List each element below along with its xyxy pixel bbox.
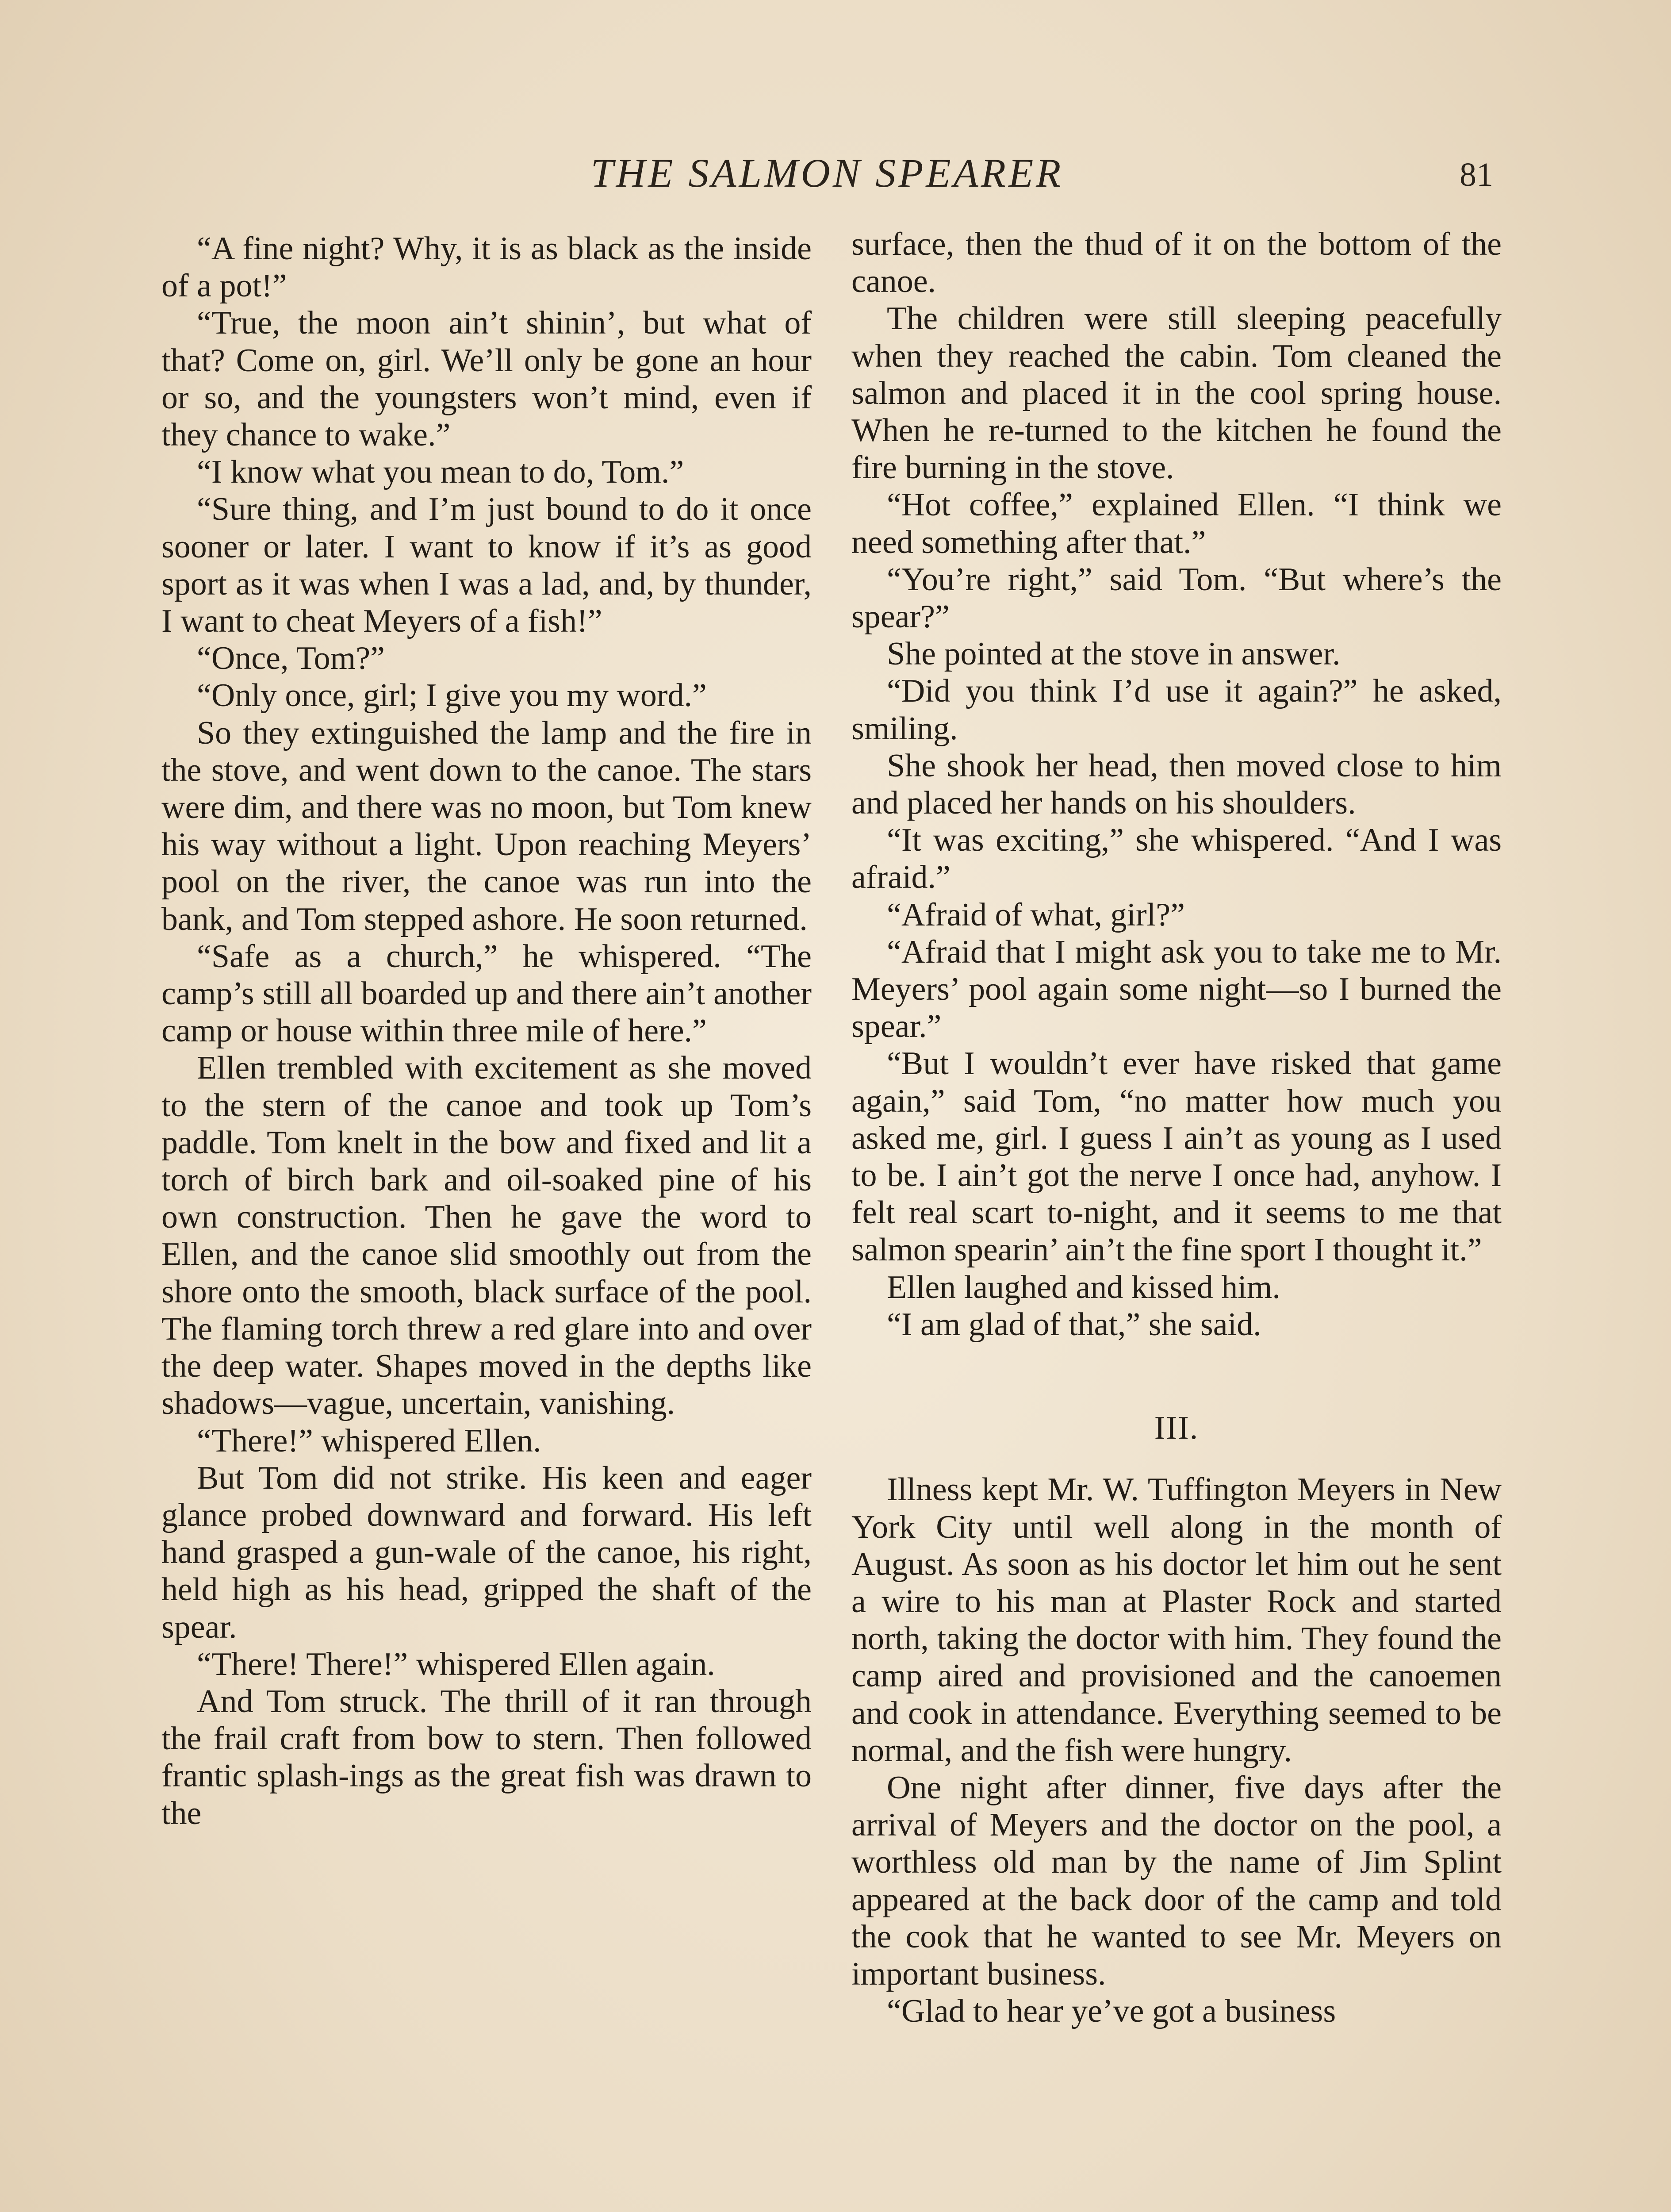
paragraph: “You’re right,” said Tom. “But where’s the spear?” xyxy=(851,561,1502,635)
paragraph: “It was exciting,” she whispered. “And I was afraid.” xyxy=(851,822,1502,896)
paragraph: Ellen trembled with excitement as she moved to the stern of the canoe and took up Tom’s paddle. Tom knelt in the bow and fixed and lit a torch of birch bark and oil-soaked pine of his own construction. Then he gave the word to Ellen, and the canoe slid smoothly out from the shore onto the smooth, black surface of the pool. The flaming torch threw a red glare into and over the deep water. Shapes moved in the depths like shadows—vague, uncertain, vanishing. xyxy=(161,1050,812,1422)
paragraph: “I know what you mean to do, Tom.” xyxy=(197,454,684,491)
paragraph: “Safe as a church,” he whispered. “The camp’s still all boarded up and there ain’t another camp or house within three mile of here.” xyxy=(161,938,812,1049)
paragraph: Illness kept Mr. W. Tuffington Meyers in New York City until well along in the month of August. As soon as his doctor let him out he sent a wire to his man at Plaster Rock and started north, taking the doctor with him. They found the camp aired and provisioned and the canoemen and cook in attendance. Everything seemed to be normal, and the fish were hungry. xyxy=(851,1471,1502,1769)
paragraph: The children were still sleeping peacefully when they reached the cabin. Tom cleaned the salmon and placed it in the cool spring house. When he re-turned to the kitchen he found the fire burning in the stove. xyxy=(851,300,1502,486)
paragraph: “Once, Tom?” xyxy=(197,640,385,677)
paragraph: “I am glad of that,” she said. xyxy=(887,1306,1261,1343)
paragraph: “Afraid of what, girl?” xyxy=(887,896,1185,933)
paragraph: “Did you think I’d use it again?” he asked, smiling. xyxy=(851,673,1502,747)
paragraph: “Only once, girl; I give you my word.” xyxy=(197,677,707,714)
paragraph: “Sure thing, and I’m just bound to do it once sooner or later. I want to know if it’s as good sport as it was when I was a lad, and, by thunder, I want to cheat Meyers of a fish!” xyxy=(161,491,812,640)
paragraph: So they extinguished the lamp and the fire in the stove, and went down to the canoe. The stars were dim, and there was no moon, but Tom knew his way without a light. Upon reaching Meyers’ pool on the river, the canoe was run into the bank, and Tom stepped ashore. He soon returned. xyxy=(161,714,812,937)
paragraph: Ellen laughed and kissed him. xyxy=(887,1269,1280,1306)
paragraph: She pointed at the stove in answer. xyxy=(887,636,1341,672)
running-title: THE SALMON SPEARER xyxy=(590,150,1064,196)
paragraph: surface, then the thud of it on the bottom of the canoe. xyxy=(851,226,1502,300)
paragraph: But Tom did not strike. His keen and eager glance probed downward and forward. His left hand grasped a gun-wale of the canoe, his right, held high as his head, gripped the shaft of the spear. xyxy=(161,1459,812,1645)
section-heading: III. xyxy=(1154,1410,1199,1447)
paragraph: And Tom struck. The thrill of it ran through the frail craft from bow to stern. Then followed frantic splash-ings as the great fish was drawn to the xyxy=(161,1683,812,1832)
paragraph: “A fine night? Why, it is as black as the inside of a pot!” xyxy=(161,230,812,304)
paragraph: “True, the moon ain’t shinin’, but what of that? Come on, girl. We’ll only be gone an hour or so, and the youngsters won’t mind, even if they chance to wake.” xyxy=(161,305,812,453)
paragraph: “Afraid that I might ask you to take me to Mr. Meyers’ pool again some night—so I burned the spear.” xyxy=(851,933,1502,1045)
paragraph: “There!” whispered Ellen. xyxy=(197,1422,541,1459)
paragraph: One night after dinner, five days after the arrival of Meyers and the doctor on the pool, a worthless old man by the name of Jim Splint appeared at the back door of the camp and told the cook that he wanted to see Mr. Meyers on important business. xyxy=(851,1769,1502,1992)
paragraph: “Glad to hear ye’ve got a business xyxy=(887,1993,1336,2030)
page-number: 81 xyxy=(1460,156,1493,193)
paragraph: “Hot coffee,” explained Ellen. “I think we need something after that.” xyxy=(851,487,1502,561)
paragraph: “But I wouldn’t ever have risked that game again,” said Tom, “no matter how much you asked me, girl. I guess I ain’t as young as I used to be. I ain’t got the nerve I once had, anyhow. I felt real scart to-night, and it seems to me that salmon spearin’ ain’t the fine sport I thought it.” xyxy=(851,1045,1502,1268)
left-text-column xyxy=(161,230,812,1832)
right-text-column xyxy=(851,226,1502,2030)
paragraph: She shook her head, then moved close to him and placed her hands on his shoulders. xyxy=(851,747,1502,822)
paragraph: “There! There!” whispered Ellen again. xyxy=(197,1646,715,1682)
